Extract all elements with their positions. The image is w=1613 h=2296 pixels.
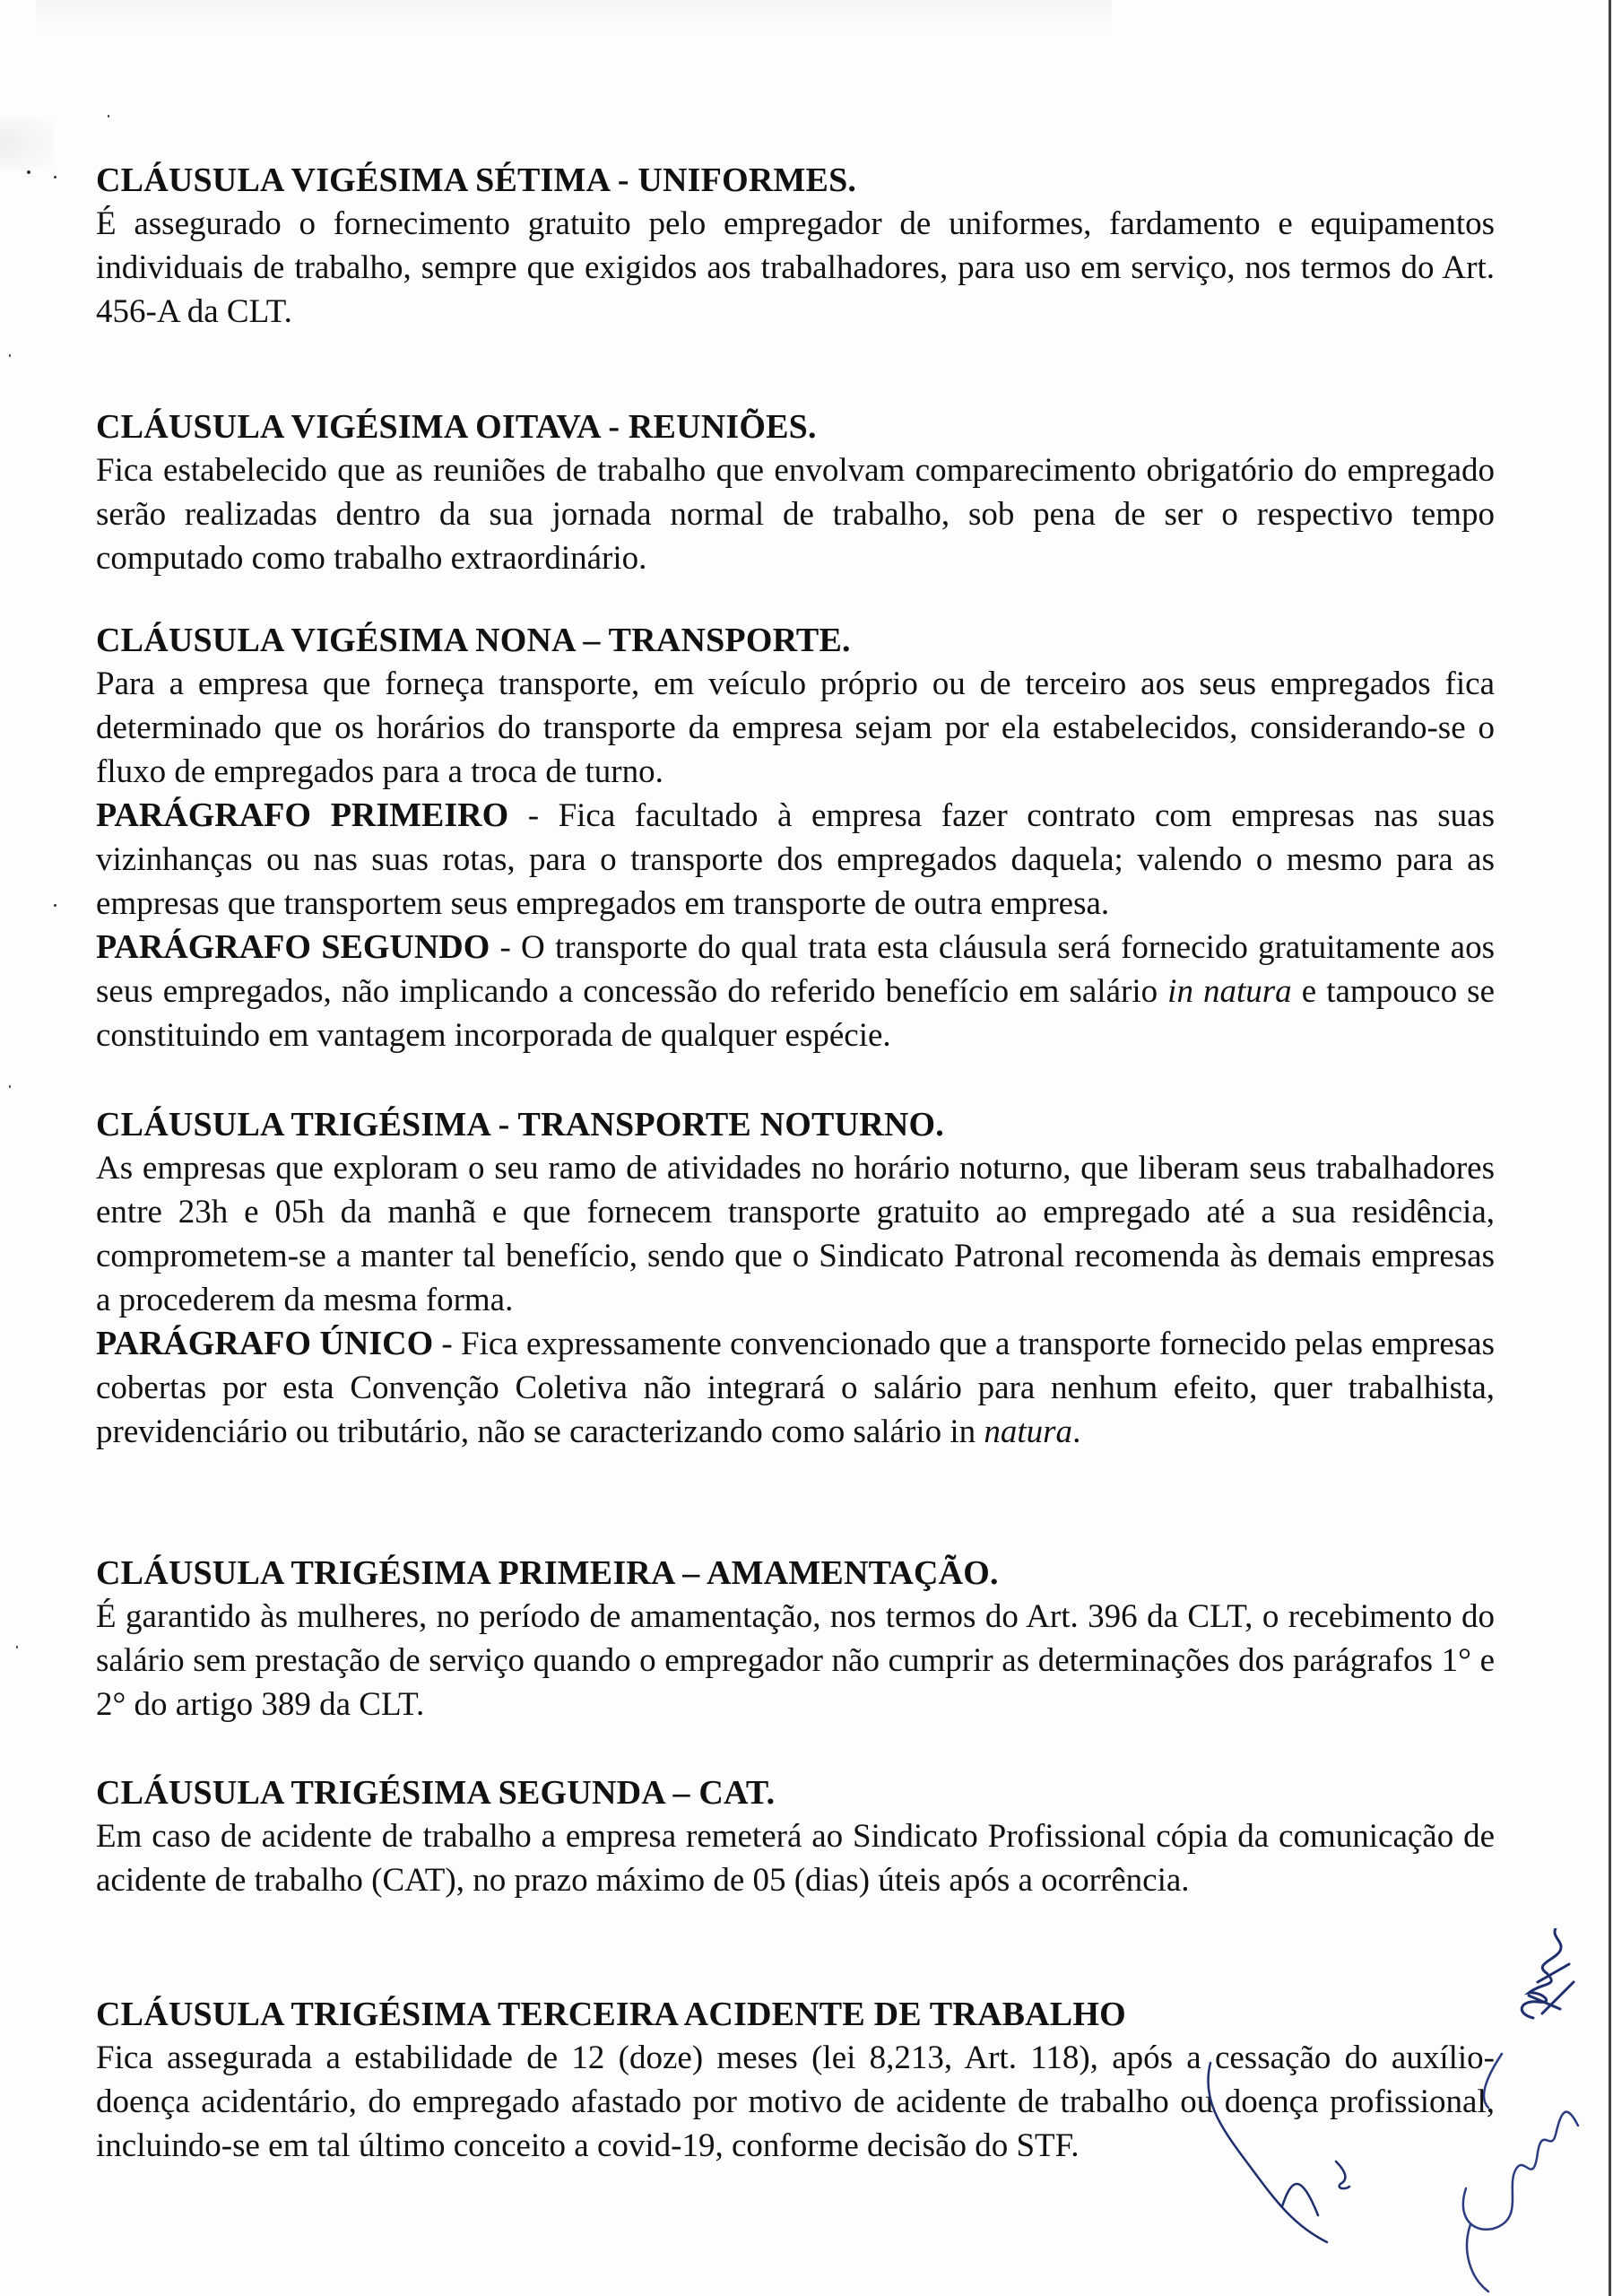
scan-speck — [54, 176, 56, 178]
clause-text: Fica assegurada a estabilidade de 12 (doze) meses (lei 8,213, Art. 118), após a cessação do auxílio-doença acidentário, do empregado afastado por motivo de acidente de trabalho ou doença profissional, incluindo-se em tal último conceito a covid-19, conforme decisão do STF. — [96, 2039, 1495, 2164]
clause-31-amamentacao — [96, 1552, 1495, 1726]
scan-shadow — [0, 117, 54, 170]
clause-body — [96, 448, 1495, 580]
clause-text: Para a empresa que forneça transporte, em veículo próprio ou de terceiro aos seus empregados fica determinado que os horários do transporte da empresa sejam por ela estabelecidos, considerando-se o fluxo de empregados para a troca de turno. — [96, 665, 1495, 790]
clause-body — [96, 2036, 1495, 2168]
paragraph-text: - Fica facultado à empresa fazer contrato com empresas nas suas vizinhanças ou nas suas rotas, para o transporte dos empregados daquela; valendo o mesmo para as empresas que transportem seus empregados em transporte de outra empresa. — [96, 797, 1496, 922]
clause-title: CLÁUSULA TRIGÉSIMA PRIMEIRA – AMAMENTAÇÃO. — [96, 1554, 999, 1592]
clause-text: Fica estabelecido que as reuniões de trabalho que envolvam comparecimento obrigatório do empregado serão realizadas dentro da sua jornada normal de trabalho, sob pena de ser o respectivo tempo computado como trabalho extraordinário. — [96, 452, 1495, 577]
clause-27-uniformes — [96, 159, 1495, 334]
paragraph-primeiro — [96, 794, 1495, 926]
clause-title: CLÁUSULA VIGÉSIMA NONA – TRANSPORTE. — [96, 622, 851, 659]
scan-speck — [27, 170, 30, 174]
clause-title: CLÁUSULA TRIGÉSIMA - TRANSPORTE NOTURNO. — [96, 1106, 944, 1144]
scan-speck — [9, 1085, 11, 1088]
clause-33-acidente-de-trabalho — [96, 1993, 1495, 2168]
clause-28-reunioes — [96, 405, 1495, 580]
clause-title: CLÁUSULA VIGÉSIMA OITAVA - REUNIÕES. — [96, 408, 817, 446]
paragraph-text: - O transporte do qual trata esta cláusula será fornecido gratuitamente aos seus empregados, não implicando a concessão do referido benefício em salário — [96, 929, 1495, 1010]
clause-32-cat — [96, 1771, 1495, 1902]
paragraph-text: . — [1072, 1413, 1081, 1450]
paragraph-segundo — [96, 926, 1495, 1057]
clause-body — [96, 662, 1495, 794]
scan-speck — [9, 354, 11, 357]
clause-title: CLÁUSULA VIGÉSIMA SÉTIMA - UNIFORMES. — [96, 161, 857, 199]
clause-title: CLÁUSULA TRIGÉSIMA TERCEIRA ACIDENTE DE TRABALHO — [96, 1996, 1126, 2033]
clause-body — [96, 202, 1495, 334]
paragraph-text: - Fica expressamente convencionado que a transporte fornecido pelas empresas cobertas por esta Convenção Coletiva não integrará o salário para nenhum efeito, quer trabalhista, previdenciário ou tributário, não se caracterizando como salário in — [96, 1326, 1495, 1450]
scan-speck — [108, 115, 109, 117]
italic-term: in natura — [1167, 973, 1292, 1010]
clause-30-transporte-noturno — [96, 1103, 1495, 1454]
page-edge-line — [1609, 0, 1611, 2296]
paragraph-label: PARÁGRAFO PRIMEIRO — [96, 796, 509, 834]
clause-text: É assegurado o fornecimento gratuito pelo empregador de uniformes, fardamento e equipamentos individuais de trabalho, sempre que exigidos aos trabalhadores, para uso em serviço, nos termos do Art. 456-A da CLT. — [96, 205, 1495, 330]
bleed-through-shadow — [36, 0, 1112, 36]
clause-text: É garantido às mulheres, no período de amamentação, nos termos do Art. 396 da CLT, o recebimento do salário sem prestação de serviço quando o empregador não cumprir as determinações dos parágrafos 1° e 2° do artigo 389 da CLT. — [96, 1598, 1495, 1723]
paragraph-label: PARÁGRAFO SEGUNDO — [96, 928, 490, 966]
clause-body — [96, 1595, 1495, 1726]
scan-speck — [16, 1646, 18, 1648]
initials-signature-icon — [1506, 1928, 1587, 2027]
clause-body — [96, 1814, 1495, 1902]
paragraph-text: e tampouco se constituindo em vantagem incorporada de qualquer espécie. — [96, 973, 1495, 1054]
clause-text: As empresas que exploram o seu ramo de atividades no horário noturno, que liberam seus trabalhadores entre 23h e 05h da manhã e que fornecem transporte gratuito ao empregado até a sua residência, comprometem-se a manter tal benefício, sendo que o Sindicato Patronal recomenda às demais empresas a procederem da mesma forma. — [96, 1150, 1495, 1318]
clause-text: Em caso de acidente de trabalho a empresa remeterá ao Sindicato Profissional cópia da comunicação de acidente de trabalho (CAT), no prazo máximo de 05 (dias) úteis após a ocorrência. — [96, 1818, 1495, 1899]
clause-29-transporte — [96, 619, 1495, 1057]
italic-term: natura — [984, 1413, 1073, 1450]
paragraph-label: PARÁGRAFO ÚNICO — [96, 1325, 434, 1362]
clause-body — [96, 1146, 1495, 1322]
scan-speck — [54, 904, 56, 907]
paragraph-unico — [96, 1322, 1495, 1454]
clause-title: CLÁUSULA TRIGÉSIMA SEGUNDA – CAT. — [96, 1774, 776, 1812]
